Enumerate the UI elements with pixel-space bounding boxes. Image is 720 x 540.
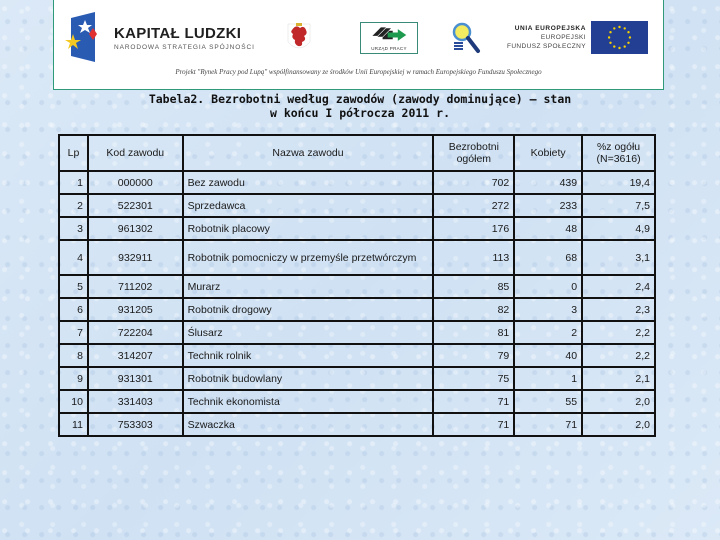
table-row: [59, 413, 655, 436]
cell-bezrobotni: 113: [433, 240, 514, 275]
cell-bezrobotni: 71: [433, 390, 514, 413]
cell-nazwa: Sprzedawca: [183, 194, 434, 217]
table-row: [59, 194, 655, 217]
cell-kobiety: 0: [514, 275, 582, 298]
cell-nazwa: Szwaczka: [183, 413, 434, 436]
cell-nazwa: Murarz: [183, 275, 434, 298]
header-kod-zawodu: Kod zawodu: [88, 135, 183, 171]
cell-lp: 11: [59, 413, 88, 436]
cell-kod: 711202: [88, 275, 183, 298]
cell-bezrobotni: 75: [433, 367, 514, 390]
cell-kobiety: 233: [514, 194, 582, 217]
cell-nazwa: Technik ekonomista: [183, 390, 434, 413]
urzad-pracy-label: URZĄD PRACY: [371, 46, 407, 51]
eu-flag-icon: [591, 21, 648, 54]
cell-lp: 1: [59, 171, 88, 194]
cell-procent: 19,4: [582, 171, 655, 194]
occupations-table: [58, 134, 656, 437]
cell-lp: 7: [59, 321, 88, 344]
urzad-pracy-logo: [360, 22, 418, 54]
table-row: [59, 367, 655, 390]
kapital-ludzki-logo-icon: [65, 12, 98, 62]
cell-lp: 8: [59, 344, 88, 367]
header-procent-line2: (N=3616): [596, 153, 641, 165]
header-bezrobotni-ogolem: [433, 135, 514, 171]
cell-procent: 2,0: [582, 390, 655, 413]
header-bezrobotni-line1: Bezrobotni: [448, 141, 499, 153]
cell-procent: 2,2: [582, 344, 655, 367]
table-row: [59, 240, 655, 275]
logo-banner: [53, 0, 664, 90]
table-header-row: [59, 135, 655, 171]
cell-kobiety: 3: [514, 298, 582, 321]
cell-kod: 961302: [88, 217, 183, 240]
cell-procent: 7,5: [582, 194, 655, 217]
fundusz-spoleczny-label: FUNDUSZ SPOŁECZNY: [506, 43, 586, 50]
urzad-pracy-arrow-icon: [361, 24, 416, 46]
europejski-label: EUROPEJSKI: [540, 34, 586, 41]
cell-kod: 753303: [88, 413, 183, 436]
cell-kod: 314207: [88, 344, 183, 367]
header-lp: Lp: [59, 135, 88, 171]
header-nazwa-zawodu: Nazwa zawodu: [183, 135, 434, 171]
table-title-line1: Tabela2. Bezrobotni według zawodów (zawody dominujące) – stan: [148, 92, 572, 106]
cell-bezrobotni: 79: [433, 344, 514, 367]
table-row: [59, 275, 655, 298]
kapital-ludzki-title: KAPITAŁ LUDZKI: [114, 25, 242, 42]
magnifier-logo-icon: [451, 22, 481, 54]
cell-procent: 2,4: [582, 275, 655, 298]
cell-lp: 6: [59, 298, 88, 321]
cell-bezrobotni: 81: [433, 321, 514, 344]
cell-kod: 000000: [88, 171, 183, 194]
cell-kobiety: 1: [514, 367, 582, 390]
table-row: [59, 344, 655, 367]
cell-bezrobotni: 71: [433, 413, 514, 436]
eu-fund-wordmark: [484, 25, 586, 50]
cell-nazwa: Ślusarz: [183, 321, 434, 344]
table-row: [59, 298, 655, 321]
cell-kod: 331403: [88, 390, 183, 413]
cell-kod: 931205: [88, 298, 183, 321]
cell-nazwa: Bez zawodu: [183, 171, 434, 194]
cell-kobiety: 48: [514, 217, 582, 240]
cell-kobiety: 40: [514, 344, 582, 367]
cell-nazwa: Robotnik pomocniczy w przemyśle przetwórczym: [183, 240, 434, 275]
cell-kobiety: 71: [514, 413, 582, 436]
table-row: [59, 321, 655, 344]
kapital-ludzki-subtitle: NARODOWA STRATEGIA SPÓJNOŚCI: [114, 44, 255, 51]
cell-kobiety: 439: [514, 171, 582, 194]
kapital-ludzki-wordmark: [114, 26, 255, 51]
cell-kod: 522301: [88, 194, 183, 217]
cell-bezrobotni: 702: [433, 171, 514, 194]
cell-procent: 2,1: [582, 367, 655, 390]
table-title: [0, 92, 720, 120]
cell-bezrobotni: 272: [433, 194, 514, 217]
cell-procent: 2,0: [582, 413, 655, 436]
header-procent-ogolu: [582, 135, 655, 171]
cell-lp: 3: [59, 217, 88, 240]
cell-kobiety: 55: [514, 390, 582, 413]
project-caption: Projekt "Rynek Pracy pod Lupą" współfinansowany ze środków Unii Europejskiej w ramach Europejskiego Funduszu Społecznego: [175, 68, 542, 76]
cell-kod: 722204: [88, 321, 183, 344]
header-bezrobotni-line2: ogółem: [456, 153, 492, 165]
table-row: [59, 217, 655, 240]
cell-lp: 10: [59, 390, 88, 413]
cell-procent: 4,9: [582, 217, 655, 240]
unia-europejska-label: UNIA EUROPEJSKA: [514, 25, 586, 32]
table-title-line2: w końcu I półrocza 2011 r.: [269, 106, 450, 120]
griffin-crest-icon: [286, 20, 312, 54]
table-row: [59, 390, 655, 413]
cell-nazwa: Robotnik placowy: [183, 217, 434, 240]
cell-nazwa: Technik rolnik: [183, 344, 434, 367]
header-kobiety: Kobiety: [514, 135, 582, 171]
header-procent-line1: %z ogółu: [596, 141, 641, 153]
cell-procent: 3,1: [582, 240, 655, 275]
cell-kobiety: 2: [514, 321, 582, 344]
cell-bezrobotni: 85: [433, 275, 514, 298]
cell-lp: 2: [59, 194, 88, 217]
cell-lp: 9: [59, 367, 88, 390]
cell-bezrobotni: 176: [433, 217, 514, 240]
cell-lp: 5: [59, 275, 88, 298]
cell-lp: 4: [59, 240, 88, 275]
cell-kod: 931301: [88, 367, 183, 390]
cell-bezrobotni: 82: [433, 298, 514, 321]
cell-kod: 932911: [88, 240, 183, 275]
cell-procent: 2,2: [582, 321, 655, 344]
cell-procent: 2,3: [582, 298, 655, 321]
table-row: [59, 171, 655, 194]
cell-nazwa: Robotnik budowlany: [183, 367, 434, 390]
cell-kobiety: 68: [514, 240, 582, 275]
cell-nazwa: Robotnik drogowy: [183, 298, 434, 321]
